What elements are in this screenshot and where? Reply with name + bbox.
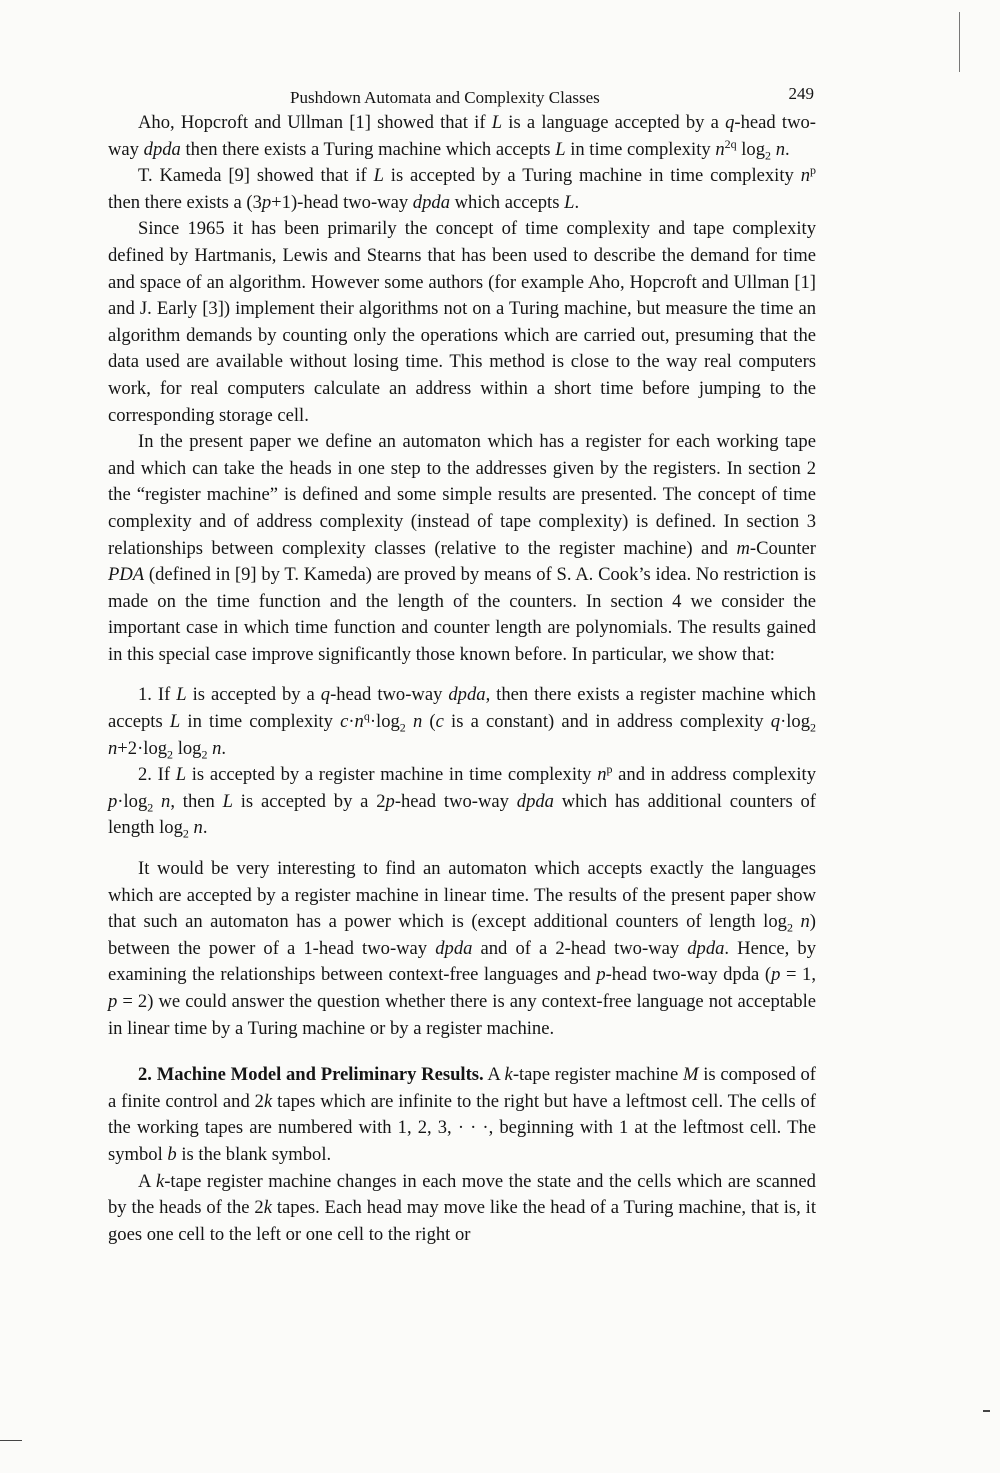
text-run: -head two-way — [330, 684, 449, 706]
paragraph-p9 — [108, 1169, 816, 1249]
paragraph-p3 — [108, 216, 816, 429]
text-run: L — [555, 138, 566, 160]
text-run: 2 — [810, 720, 817, 735]
text-run: dpda — [687, 937, 725, 959]
running-header — [108, 84, 816, 110]
text-run: tapes. Each head may move like the head of a Turing machine, that is, it goes one cell to the left or one cell to the right or — [108, 1197, 817, 1245]
text-run: ( — [422, 711, 436, 733]
text-run: (defined in [9] by T. Kameda) are proved by means of S. A. Cook’s idea. No restriction is made on the time function and the length of the counters. In section 4 we consider the important case in which time function and counter length are polynomials. The results gained in this special case improve significantly those known before. In particular, we show that: — [108, 564, 816, 665]
text-run: then there exists a (3 — [108, 191, 262, 213]
text-run: 2q — [724, 136, 737, 151]
text-run: c — [340, 711, 349, 733]
text-run: 2 — [182, 827, 189, 842]
text-run: is accepted by a — [186, 684, 321, 706]
text-run: and in address complexity — [612, 764, 816, 786]
text-run: log — [173, 737, 202, 759]
paragraph-p8 — [108, 1062, 816, 1168]
text-run: n — [212, 737, 222, 759]
page — [108, 84, 816, 1248]
text-run: L — [176, 684, 187, 706]
text-run: 2 — [786, 920, 793, 935]
text-run — [153, 791, 161, 812]
text-run: n — [108, 737, 118, 759]
text-run: n — [193, 817, 203, 839]
paragraph-p2 — [108, 163, 816, 216]
text-run: -tape register machine changes in each move the state and the cells which are scanned by the heads of the 2 — [108, 1170, 816, 1219]
text-run: dpda — [412, 191, 450, 213]
scan-mark-left — [0, 1440, 22, 1441]
text-run: L — [169, 711, 181, 733]
text-run: 1. If — [138, 684, 177, 706]
text-run: log — [736, 138, 766, 160]
text-run: p — [108, 790, 118, 812]
text-run: · — [348, 711, 355, 733]
text-run: . — [221, 737, 227, 759]
text-run: 2 — [201, 747, 208, 762]
text-run: T. Kameda [9] showed that if — [138, 165, 374, 187]
text-run: . — [202, 817, 208, 839]
paragraph-p7 — [108, 856, 816, 1042]
text-run: is accepted by a register machine in time complexity — [186, 764, 598, 786]
text-run: . Hence, by examining the relationships between context-free languages and — [108, 937, 816, 986]
text-run: is a language accepted by a — [502, 112, 726, 133]
text-run: dpda — [516, 790, 554, 812]
text-run: b — [167, 1143, 177, 1165]
text-run: 2 — [147, 800, 154, 815]
section-heading: 2. Machine Model and Preliminary Results. — [138, 1064, 484, 1086]
text-run: in time complexity — [565, 138, 716, 160]
text-run: = 2) we could answer the question whether there is any context-free language not acceptable in linear time by a Turing machine or by a register machine. — [108, 991, 816, 1039]
text-run: n — [161, 790, 171, 812]
text-run — [406, 711, 413, 732]
text-run: M — [682, 1064, 699, 1086]
text-run: k — [263, 1197, 272, 1219]
text-run: -head two-way — [108, 112, 816, 160]
text-run: which has additional counters of length log — [108, 790, 816, 839]
text-run: . — [784, 138, 790, 160]
text-run: is composed of a finite control and 2 — [108, 1064, 816, 1112]
scan-mark-right — [983, 1410, 990, 1412]
scan-edge-line — [959, 12, 960, 72]
text-run: which accepts — [449, 191, 565, 213]
text-run: dpda — [448, 684, 486, 706]
text-run: -head two-way — [394, 790, 517, 812]
text-run: , then — [170, 790, 223, 812]
text-run: is a constant) and in address complexity — [443, 711, 771, 733]
text-run: is accepted by a Turing machine in time complexity — [383, 165, 801, 187]
text-run: +2·log — [117, 737, 168, 759]
text-run: k — [155, 1170, 165, 1192]
text-run: Aho, Hopcroft and Ullman [1] showed that if — [138, 112, 492, 133]
text-run: Since 1965 it has been primarily the concept of time complexity and tape complexity defined by Hartmanis, Lewis and Stearns that has been used to describe the demand for time and space of an algorithm. However some authors (for example Aho, Hopcroft and Ullman [1] and J. Early [3]) implement their algorithms not on a Turing machine, but measure the time an algorithm demands by counting only the operations which are carried out, presuming that the data used are available without losing time. This method is close to the way real computers work, for real computers calculate an address within a short time before jumping to the corresponding storage cell. — [108, 218, 816, 426]
text-run: p — [810, 163, 816, 177]
text-run: k — [263, 1090, 273, 1112]
text-run: -Counter — [749, 537, 816, 559]
text-run: L — [564, 191, 575, 213]
text-run: c — [435, 711, 444, 733]
text-run: n — [715, 138, 725, 160]
text-run: n — [800, 165, 810, 187]
paragraph-p6 — [108, 762, 816, 842]
text-run: p — [771, 964, 781, 986]
text-run: -tape register machine — [512, 1064, 683, 1086]
text-run: n — [354, 711, 364, 733]
text-run: 2 — [167, 747, 174, 762]
running-title: Pushdown Automata and Complexity Classes — [290, 88, 600, 107]
body-text — [108, 110, 816, 1248]
text-run: PDA — [108, 564, 145, 586]
text-run: dpda — [143, 138, 181, 160]
text-run: m — [736, 537, 750, 559]
text-run: 2. If — [138, 764, 176, 786]
text-run: = 1, — [780, 964, 816, 986]
text-run: in time complexity — [180, 711, 341, 733]
text-run: is the blank symbol. — [176, 1143, 332, 1165]
text-run: n — [597, 764, 607, 786]
text-run: q — [725, 112, 735, 133]
paragraph-p1 — [108, 110, 816, 163]
text-run: -head two-way dpda ( — [605, 964, 772, 986]
text-run — [793, 911, 801, 932]
text-run: n — [775, 138, 785, 160]
text-run: It would be very interesting to find an automaton which accepts exactly the languages which are accepted by a register machine in linear time. The results of the present paper show that such an automaton has a power which is (except additional counters of length log — [108, 858, 816, 933]
text-run: A — [138, 1170, 156, 1192]
text-run: p — [261, 191, 272, 213]
text-run: p — [596, 964, 606, 986]
text-run: 2 — [399, 720, 406, 735]
text-run: In the present paper we define an automaton which has a register for each working tape and which can take the heads in one step to the addresses given by the registers. In section 2 the “register machine” is defined and some simple results are presented. The concept of time complexity and of address complexity (instead of tape complexity) is defined. In section 3 relationships between complexity classes (relative to the register machine) and — [108, 431, 816, 559]
text-run: , then there exists a register machine which accepts — [108, 684, 816, 733]
text-run: L — [222, 790, 233, 812]
text-run: is accepted by a 2 — [232, 790, 386, 812]
text-run: L — [373, 165, 384, 187]
text-run: and of a 2-head two-way — [472, 937, 688, 959]
text-run: n — [800, 911, 810, 933]
text-run: ·log — [117, 790, 148, 812]
text-run: n — [412, 711, 423, 733]
paragraph-p5 — [108, 682, 816, 762]
text-run: then there exists a Turing machine which accepts — [180, 138, 556, 160]
text-run: p — [606, 762, 613, 777]
text-run: ·log — [369, 711, 400, 733]
paragraph-p4 — [108, 429, 816, 668]
text-run: L — [491, 112, 503, 133]
text-run: p — [108, 991, 118, 1012]
text-run: tapes which are infinite to the right but have a leftmost cell. The cells of the working tapes are numbered with 1, 2, 3, · · ·, beginning with 1 at the leftmost cell. The symbol — [108, 1090, 816, 1165]
text-run: A — [483, 1064, 505, 1086]
text-run: k — [504, 1064, 513, 1086]
text-run: q — [320, 684, 331, 706]
text-run: q — [770, 711, 781, 733]
page-number: 249 — [788, 84, 814, 103]
text-run: dpda — [435, 937, 473, 959]
text-run: ·log — [780, 711, 811, 733]
text-run: . — [574, 191, 580, 213]
text-run: p — [385, 790, 395, 812]
text-run: q — [363, 708, 370, 723]
text-run: +1)-head two-way — [271, 191, 413, 213]
text-run: ) between the power of a 1-head two-way — [108, 911, 816, 959]
text-run: 2 — [765, 148, 772, 163]
text-run: L — [175, 764, 187, 786]
